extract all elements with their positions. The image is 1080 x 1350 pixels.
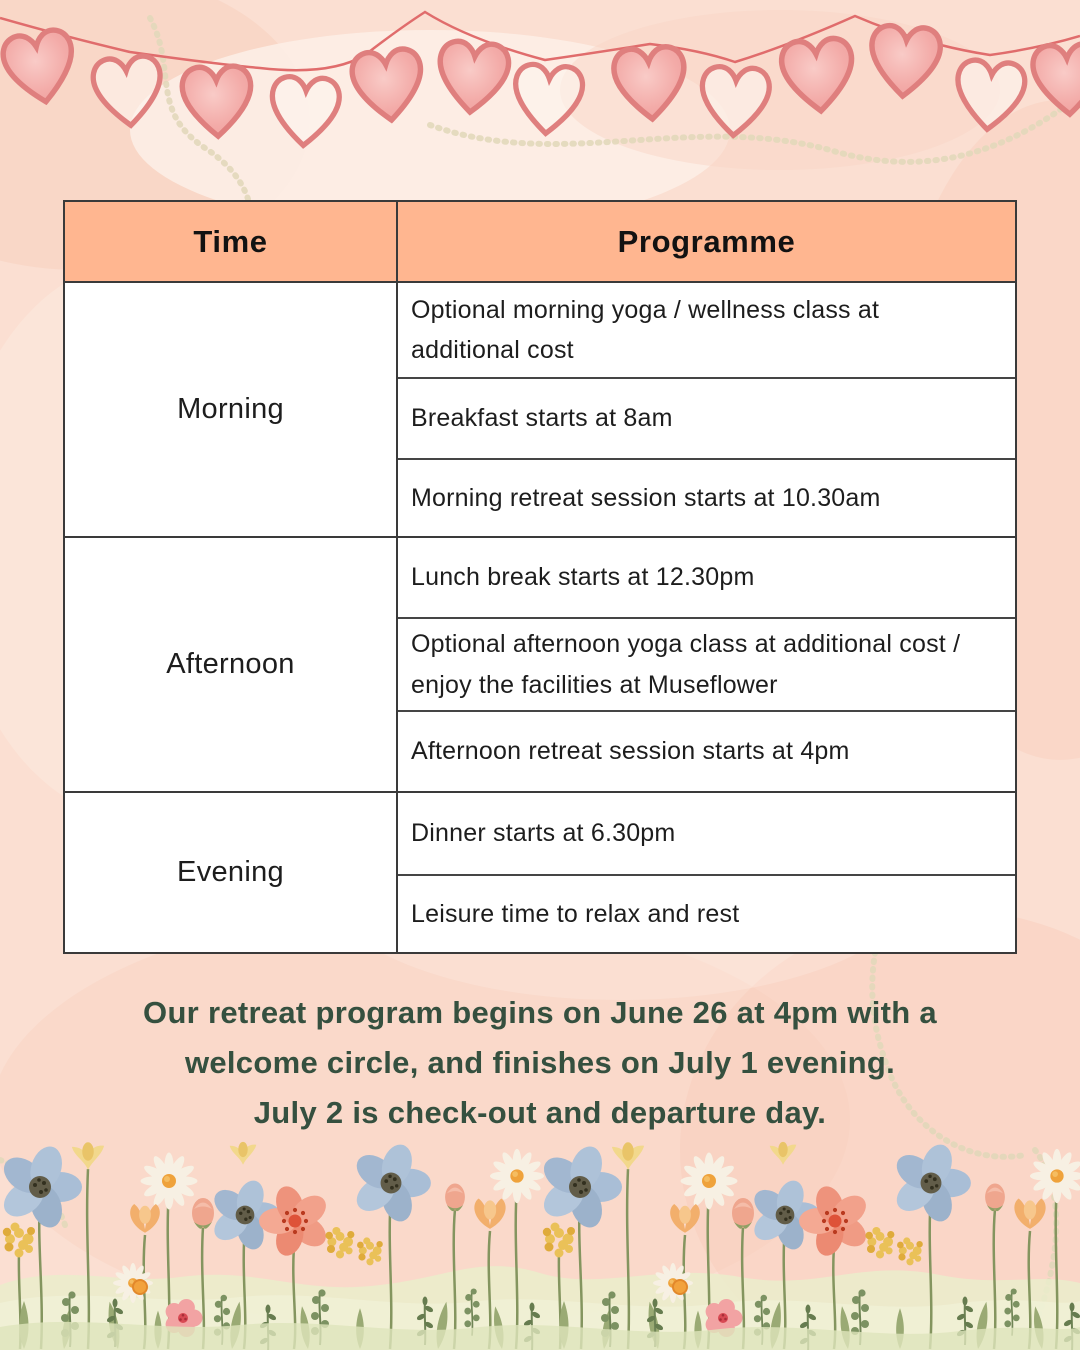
heart-icon (0, 27, 79, 107)
table-section-evening (65, 791, 1015, 952)
programme-cell: Leisure time to relax and rest (398, 874, 1015, 952)
heart-icon (954, 59, 1027, 132)
retreat-note (0, 988, 1080, 1138)
heart-icon (613, 46, 688, 122)
programme-cell: Optional morning yoga / wellness class at additional cost (411, 295, 880, 364)
wildflower-meadow (0, 1135, 1080, 1350)
note-line: welcome circle, and finishes on July 1 evening. (184, 1045, 896, 1080)
heart-icon (350, 47, 425, 123)
note-line: Our retreat program begins on June 26 at 4pm with a (143, 995, 937, 1030)
heart-icon (512, 63, 583, 135)
time-cell-evening: Evening (65, 793, 398, 952)
column-header-time: Time (65, 202, 398, 281)
heart-icon (1032, 43, 1080, 116)
heart-banner (0, 0, 1080, 160)
programme-cell: Morning retreat session starts at 10.30am (398, 458, 1015, 536)
table-section-morning (65, 283, 1015, 536)
programme-cell: Optional afternoon yoga class at additional cost / enjoy the facilities at Museflower (398, 617, 1015, 710)
heart-icon (270, 76, 340, 147)
schedule-table (63, 200, 1017, 954)
column-header-programme: Programme (398, 202, 1015, 281)
heart-icon (868, 24, 941, 98)
heart-icon (700, 66, 770, 137)
programme-cell: Lunch break starts at 12.30pm (411, 563, 755, 592)
time-cell-afternoon: Afternoon (65, 538, 398, 791)
heart-icon (92, 55, 165, 128)
programme-cell: Breakfast starts at 8am (398, 377, 1015, 458)
note-line: July 2 is check-out and departure day. (253, 1095, 827, 1130)
programme-cell: Afternoon retreat session starts at 4pm (398, 710, 1015, 791)
table-section-afternoon (65, 536, 1015, 791)
heart-icon (182, 66, 253, 138)
heart-icon (436, 40, 510, 115)
programme-cell: Dinner starts at 6.30pm (411, 819, 676, 848)
heart-icon (780, 37, 856, 114)
time-cell-morning: Morning (65, 283, 398, 536)
table-header-row (65, 202, 1015, 283)
